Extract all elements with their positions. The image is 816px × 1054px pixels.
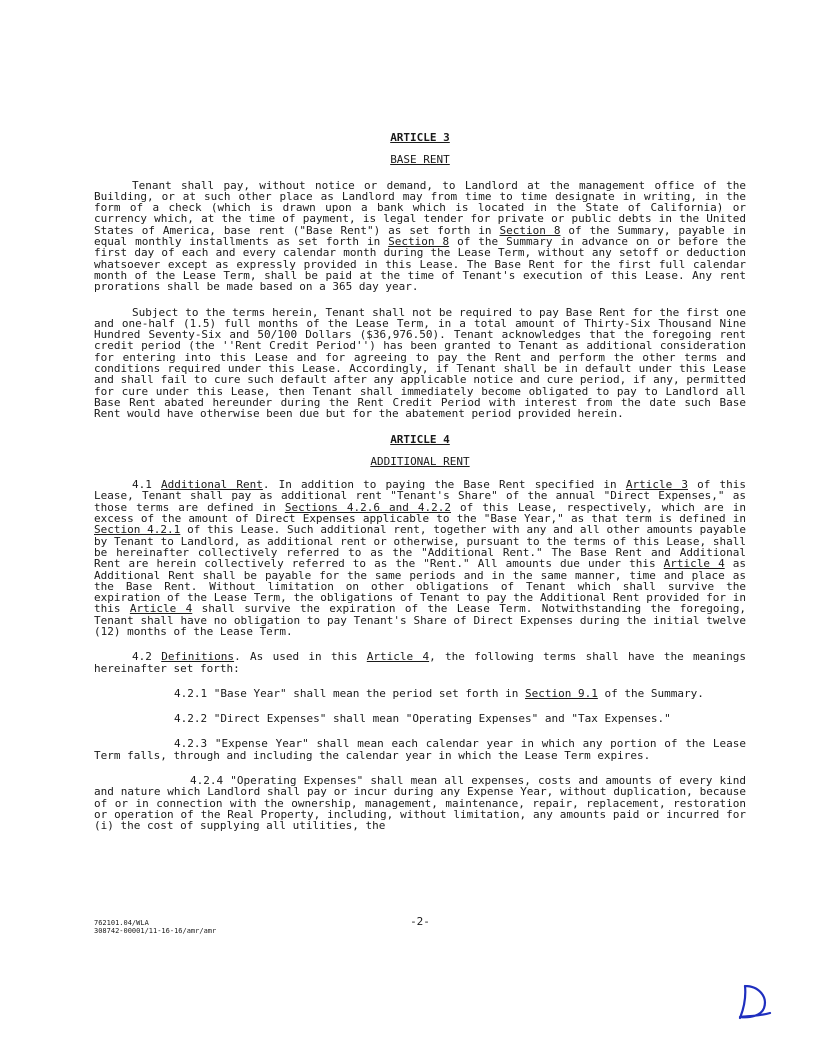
text-run: of the Summary, payable in equal monthly installments as set forth in [94,223,746,249]
section-4-2-1 [94,688,746,699]
section-heading: Additional Rent [161,478,263,492]
article-4-title: ARTICLE 4 [390,432,450,446]
text-run: shall survive the expiration of the Lease Term. Notwithstanding the foregoing, Tenant shall have no obligation to pay Tenant's Share of Direct Expenses during the initial twelve (12) months of the Lease Term. [94,602,746,638]
section-4-2-2: 4.2.2 "Direct Expenses" shall mean "Operating Expenses" and "Tax Expenses." [174,712,671,726]
reference-line: 762101.04/WLA [94,919,149,927]
section-reference: Sections 4.2.6 and 4.2.2 [284,500,452,514]
page-number: -2- [410,915,430,928]
section-reference: Article 4 [663,557,725,571]
section-4-2-4: 4.2.4 "Operating Expenses" shall mean all expenses, costs and amounts of every kind and nature which Landlord shall pay or incur during any Expense Year, without duplication, because of or in connection with the ownership, management, maintenance, repair, replacement, restoration or operation of the Real Property, including, without limitation, any amounts paid or incurred for (i) the cost of supplying all utilities, the [94,774,746,833]
text-run: , the following terms shall have the meanings hereinafter set forth: [94,650,747,675]
text-run: as Additional Rent shall be payable for the same periods and in the same manner, time and place as the Base Rent. Without limitation on other obligations of Tenant which shall survive the expiration of the Lease Term, the obligations of Tenant to pay the Additional Rent provided for in this [94,557,746,616]
text-run: of this Lease, Tenant shall pay as additional rent "Tenant's Share" of the annual "Direct Expenses," as those terms are defined in [94,478,746,514]
section-reference: Section 8 [499,223,561,237]
initials-signature [732,980,772,1022]
reference-line: 308742-00001/11-16-16/amr/amr [94,927,217,935]
section-heading: Definitions [161,650,235,664]
section-4-2-3: 4.2.3 "Expense Year" shall mean each calendar year in which any portion of the Lease Term falls, through and including the calendar year in which the Lease Term expires. [94,737,746,762]
text-run: . As used in this [234,650,367,664]
text-run: 4.2.1 "Base Year" shall mean the period set forth in [174,686,525,700]
section-reference: Section 9.1 [525,686,598,700]
article-3-paragraph-2: Subject to the terms herein, Tenant shall not be required to pay Base Rent for the first one and one-half (1.5) full months of the Lease Term, in a total amount of Thirty-Six Thousand Nine Hundred Seventy-Six and 50/100 Dollars ($36,976.50). Tenant acknowledges that the foregoing rent credit period (the ''Rent Credit Period'') has been granted to Tenant as additional consideration for entering into this Lease and for agreeing to pay the Rent and perform the other terms and conditions required under this Lease. Accordingly, if Tenant shall be in default under this Lease and shall fail to cure such default after any applicable notice and cure period, if any, permitted for cure under this Lease, then Tenant shall immediately become obligated to pay to Landlord all Base Rent abated hereunder during the Rent Credit Period with interest from the date such Base Rent would have otherwise been due but for the abatement period provided herein. [94,305,746,421]
section-reference: Article 3 [625,478,688,492]
section-reference: Article 4 [129,602,193,616]
section-reference: Section 4.2.1 [94,523,181,537]
section-number: 4.1 [132,478,162,492]
section-4-1 [94,479,746,637]
text-run: Tenant shall pay, without notice or demand, to Landlord at the management office of the Building, or at such other place as Landlord may from time to time designate in writing, in the form of a check (which is drawn upon a bank which is located in the State of California) or currency which, at the time of payment, is legal tender for private or public debts in the United States of America, base rent ("Base Rent") as set forth in [94,178,746,237]
article-4-subtitle: ADDITIONAL RENT [370,454,470,468]
article-3-paragraph-1 [94,180,746,293]
text-run: of the Summary in advance on or before the first day of each and every calendar month during the Lease Term, without any setoff or deduction whatsoever except as expressly provided in this Lease. The Base Rent for the first full calendar month of the Lease Term, shall be paid at the time of Tenant's execution of this Lease. Any rent prorations shall be made based on a 365 day year. [94,235,746,294]
article-3-subtitle: BASE RENT [390,153,450,167]
text-run: of this Lease. Such additional rent, together with any and all other amounts payable by Tenant to Landlord, as additional rent or otherwise, pursuant to the terms of this Lease, shall be hereinafter collectively referred to as the "Additional Rent." The Base Rent and Additional Rent are herein collectively referred to as the "Rent." All amounts due under this [94,523,746,571]
text-run: of this Lease, respectively, which are in excess of the amount of Direct Expenses applicable to the "Base Year," as that term is defined in [94,500,746,526]
article-3-title: ARTICLE 3 [390,131,450,144]
section-reference: Section 8 [388,235,450,249]
section-4-2 [94,651,746,674]
section-reference: Article 4 [366,650,430,664]
text-run: . In addition to paying the Base Rent specified in [262,478,626,492]
text-run: of the Summary. [597,686,704,700]
document-page [94,132,746,832]
section-number: 4.2 [132,650,162,664]
